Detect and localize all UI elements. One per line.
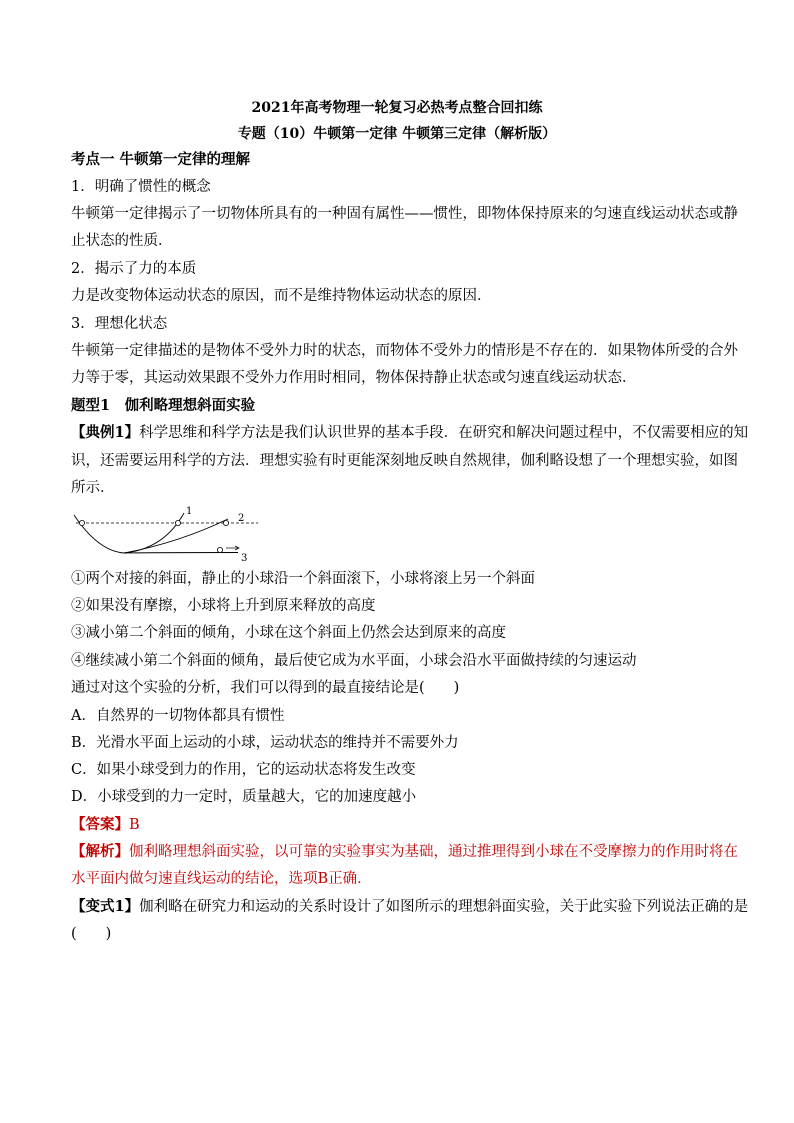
document-title: 2021年高考物理一轮复习必热考点整合回扣练 — [251, 100, 543, 116]
variant1-line2: ( ) — [71, 926, 112, 942]
item2-title: 2．揭示了力的本质 — [71, 261, 197, 277]
figure-label-2: 2 — [238, 513, 245, 524]
example1-line1 — [71, 423, 748, 443]
figure-label-3: 3 — [241, 553, 248, 563]
answer-value: B — [129, 817, 140, 833]
ball-on-incline-1 — [175, 520, 180, 525]
analysis-tag: 【解析】 — [71, 843, 129, 860]
incline-1 — [124, 513, 184, 553]
item3-text-line2: 力等于零，其运动效果跟不受外力作用时相同，物体保持静止状态或匀速直线运动状态． — [71, 370, 637, 386]
variant1-tag: 【变式1】 — [71, 898, 140, 915]
example1-tag: 【典例1】 — [71, 424, 140, 441]
item1-title: 1．明确了惯性的概念 — [71, 179, 211, 195]
item2-text: 力是改变物体运动状态的原因，而不是维持物体运动状态的原因． — [71, 288, 492, 304]
item3-text-line1: 牛顿第一定律描述的是物体不受外力时的状态，而物体不受外力的情形是不存在的．如果物体所受的合外 — [71, 343, 738, 359]
item1-text-line2: 止状态的性质． — [71, 233, 173, 249]
topic-heading: 题型1 伽利略理想斜面实验 — [71, 397, 256, 414]
variant1-line1 — [71, 897, 748, 917]
item1-text-line1: 牛顿第一定律揭示了一切物体所具有的一种固有属性——惯性，即物体保持原来的匀速直线运动状态或静 — [71, 206, 738, 222]
step-4: ④继续减小第二个斜面的倾角，最后使它成为水平面，小球会沿水平面做持续的匀速运动 — [71, 653, 637, 669]
step-3: ③减小第二个斜面的倾角，小球在这个斜面上仍然会达到原来的高度 — [71, 625, 506, 641]
example1-line3: 所示． — [71, 480, 115, 496]
start-ball — [79, 520, 84, 525]
document-subtitle: 专题（10）牛顿第一定律 牛顿第三定律（解析版） — [237, 126, 557, 142]
step-2: ②如果没有摩擦，小球将上升到原来释放的高度 — [71, 598, 376, 614]
analysis-line1 — [71, 842, 738, 862]
analysis-text-a: 伽利略理想斜面实验，以可靠的实验事实为基础，通过推理得到小球在不受摩擦力的作用时将在 — [129, 844, 738, 860]
figure-label-1: 1 — [186, 506, 193, 517]
analysis-line2: 水平面内做匀速直线运动的结论，选项B正确． — [71, 871, 372, 887]
option-d: D．小球受到的力一定时，质量越大，它的加速度越小 — [71, 789, 417, 805]
answer-line — [71, 815, 140, 835]
ball-on-incline-2 — [223, 520, 228, 525]
section-heading: 考点一 牛顿第一定律的理解 — [71, 151, 251, 168]
answer-tag: 【答案】 — [71, 816, 129, 833]
question-text: 通过对这个实验的分析，我们可以得到的最直接结论是( ) — [71, 680, 460, 696]
item3-title: 3．理想化状态 — [71, 316, 168, 332]
option-a: A．自然界的一切物体都具有惯性 — [71, 708, 285, 724]
example1-line2: 识，还需要运用科学的方法．理想实验有时更能深刻地反映自然规律，伽利略设想了一个理想实验，如图 — [71, 453, 738, 469]
variant1-text-a: 伽利略在研究力和运动的关系时设计了如图所示的理想斜面实验，关于此实验下列说法正确的是 — [139, 899, 749, 915]
ball-on-plane-3 — [217, 547, 222, 552]
option-b: B．光滑水平面上运动的小球，运动状态的维持并不需要外力 — [71, 735, 459, 751]
step-1: ①两个对接的斜面，静止的小球沿一个斜面滚下，小球将滚上另一个斜面 — [71, 571, 535, 587]
option-c: C．如果小球受到力的作用，它的运动状态将发生改变 — [71, 762, 416, 778]
example1-text-a: 科学思维和科学方法是我们认识世界的基本手段．在研究和解决问题过程中，不仅需要相应的知 — [139, 425, 749, 441]
incline-experiment-figure — [68, 505, 263, 563]
